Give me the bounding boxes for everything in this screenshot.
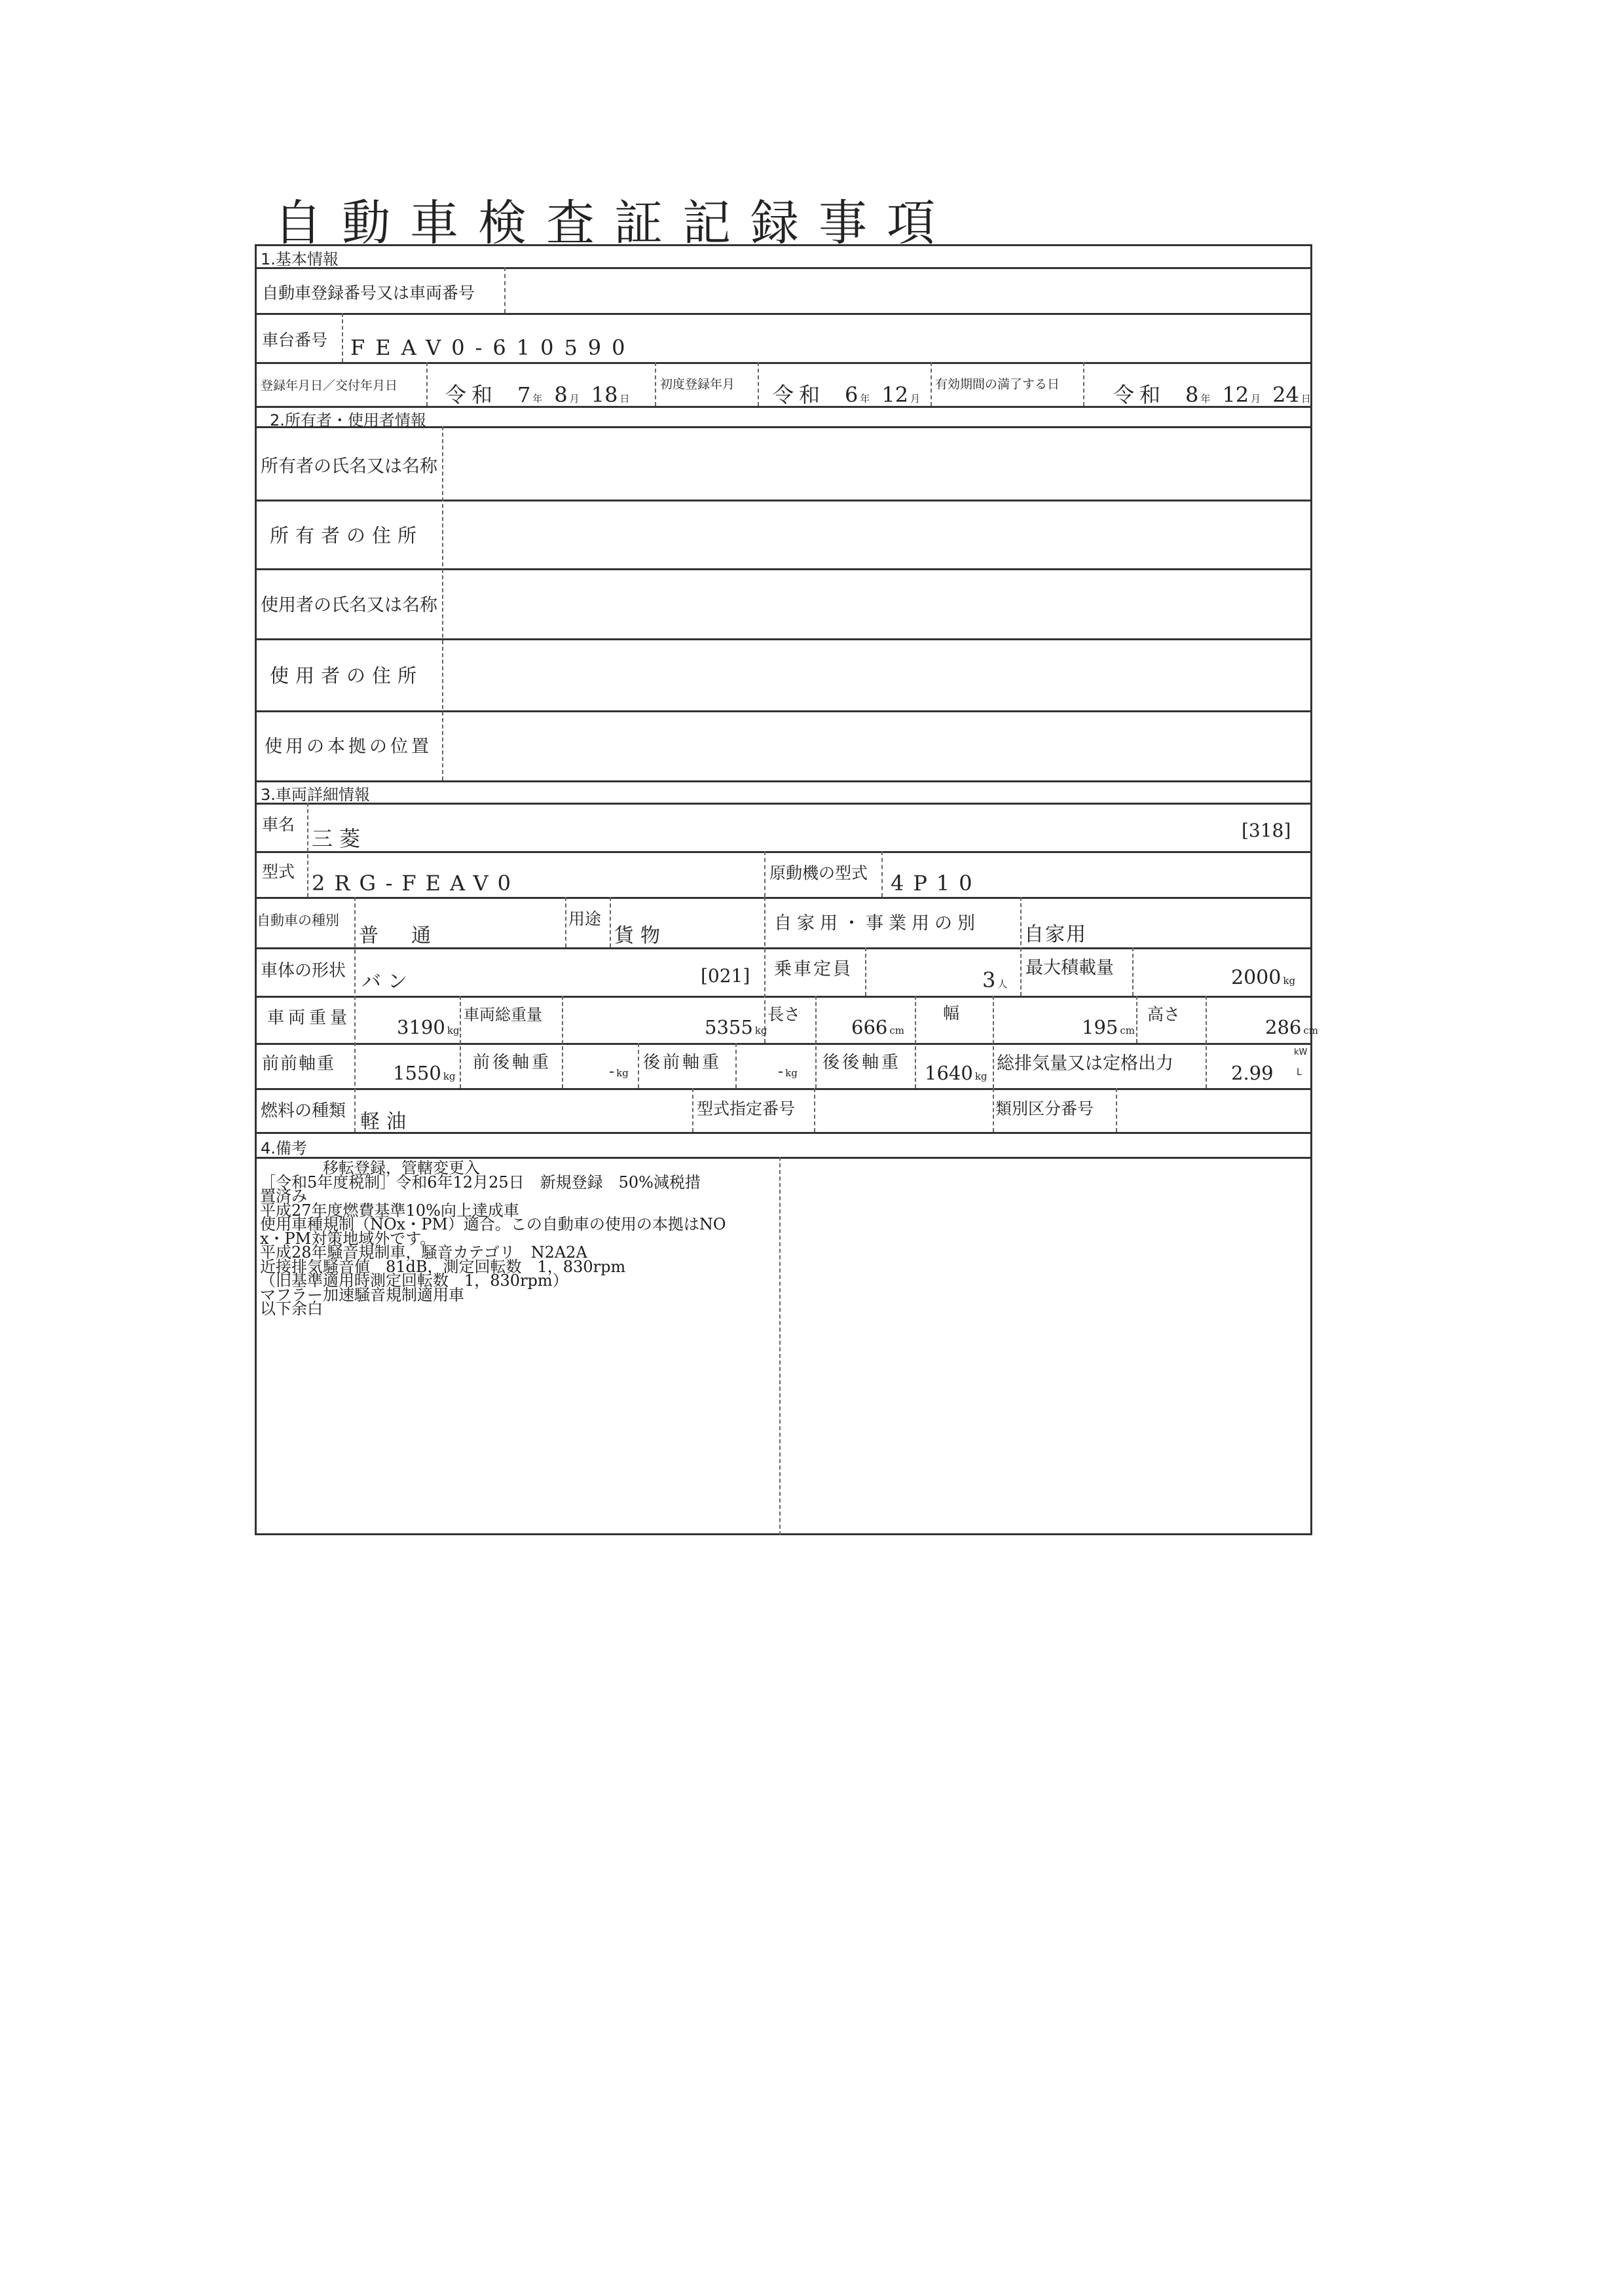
section-header-remarks: 4.備考 (261, 1139, 307, 1157)
col-divider (638, 1043, 639, 1088)
col-divider (307, 803, 308, 897)
col-divider (865, 947, 866, 996)
section-header-basic-info: 1.基本情報 (261, 250, 339, 268)
col-divider (1206, 996, 1207, 1088)
chassis-number-value: FEAV0-610590 (350, 335, 636, 360)
fuel-type-label: 燃料の種類 (261, 1101, 346, 1121)
col-divider (758, 362, 759, 406)
body-shape-label: 車体の形状 (261, 961, 346, 981)
rear-front-axle-label: 後前軸重 (643, 1053, 722, 1072)
col-divider (779, 1157, 781, 1535)
col-divider (814, 1088, 815, 1132)
col-divider (1020, 897, 1022, 996)
row-divider (255, 362, 1312, 364)
col-divider (1136, 996, 1137, 1043)
expiry-date-label: 有効期間の満了する日 (935, 377, 1060, 392)
row-divider (255, 638, 1312, 640)
rear-rear-axle-label: 後後軸重 (822, 1053, 902, 1072)
col-divider (931, 362, 932, 406)
car-name-code: [318] (1242, 820, 1291, 841)
front-rear-axle-label: 前後軸重 (473, 1053, 552, 1072)
col-divider (815, 996, 817, 1088)
user-address-label: 使用者の住所 (270, 665, 424, 687)
col-divider (1116, 1088, 1117, 1132)
gross-weight-value: 5355 kg (705, 1016, 767, 1038)
remarks-line: 移転登録，管轄変更入 (260, 1159, 480, 1177)
owner-address-label: 所有者の住所 (270, 524, 424, 547)
width-value: 195 cm (1082, 1016, 1135, 1038)
row-divider (255, 803, 1312, 805)
category-number-label: 類別区分番号 (995, 1099, 1094, 1118)
col-divider (735, 1043, 737, 1088)
col-divider (426, 362, 428, 406)
remarks-line: 以下余白 (260, 1300, 323, 1318)
vehicle-weight-label: 車両重量 (267, 1008, 352, 1028)
owner-name-label: 所有者の氏名又は名称 (261, 456, 437, 477)
front-front-axle-label: 前前軸重 (262, 1054, 336, 1074)
col-divider (764, 851, 766, 897)
registration-date-value: 令和 7 年 8 月 18 日 (445, 382, 630, 407)
col-divider (692, 1088, 693, 1132)
col-divider (1132, 947, 1134, 996)
expiry-date-value: 令和 8 年 12 月 24 日 (1113, 382, 1311, 407)
col-divider (993, 996, 994, 1088)
purpose-value: 貨物 (614, 924, 667, 947)
remarks-line: 使用車種規制（NOx・PM）適合。この自動車の使用の本拠はNO (260, 1215, 726, 1233)
type-designation-label: 型式指定番号 (697, 1099, 796, 1118)
chassis-number-label: 車台番号 (262, 331, 328, 350)
front-front-axle-value: 1550 kg (393, 1062, 456, 1084)
car-name-value: 三菱 (312, 826, 367, 851)
displacement-unit-kw: kW (1294, 1048, 1308, 1057)
section-header-owner-user: 2.所有者・使用者情報 (270, 411, 426, 429)
width-label: 幅 (943, 1004, 960, 1023)
vehicle-weight-value: 3190 kg (397, 1016, 460, 1038)
row-divider (255, 897, 1312, 899)
length-label: 長さ (767, 1005, 801, 1024)
col-divider (993, 1088, 994, 1132)
row-divider (255, 1043, 1312, 1045)
rear-rear-axle-value: 1640 kg (925, 1062, 987, 1084)
col-divider (881, 851, 883, 897)
purpose-label: 用途 (568, 909, 602, 928)
gross-weight-label: 車両総重量 (464, 1006, 542, 1024)
registration-number-label: 自動車登録番号又は車両番号 (262, 283, 475, 302)
col-divider (1083, 362, 1084, 406)
row-divider (255, 780, 1312, 782)
row-divider (255, 500, 1312, 501)
max-load-value: 2000 kg (1231, 966, 1296, 989)
length-value: 666 cm (851, 1016, 904, 1038)
col-divider (342, 313, 343, 362)
remarks-line: （旧基準適用時測定回転数 1，830rpm） (260, 1271, 568, 1290)
user-name-label: 使用者の氏名又は名称 (261, 595, 437, 615)
row-divider (255, 1132, 1312, 1134)
col-divider (460, 996, 461, 1088)
section-header-vehicle-details: 3.車両詳細情報 (261, 786, 370, 804)
model-label: 型式 (262, 862, 295, 881)
remarks-line: マフラー加速騒音規制適用車 (260, 1285, 464, 1304)
row-divider (255, 996, 1312, 998)
col-divider (354, 897, 356, 1132)
max-load-label: 最大積載量 (1025, 958, 1114, 978)
document-title: 自動車検査証記録事項 (274, 195, 955, 251)
remarks-line: 置済み (260, 1187, 307, 1205)
base-location-label: 使用の本拠の位置 (265, 737, 432, 757)
registration-date-label: 登録年月日／交付年月日 (261, 378, 398, 393)
vehicle-type-value: 普 通 (359, 924, 437, 947)
first-registration-value: 令和 6 年 12 月 (773, 382, 921, 407)
rear-front-axle-value: - kg (778, 1062, 798, 1080)
private-business-label: 自家用・事業用の別 (774, 913, 980, 934)
capacity-label: 乗車定員 (774, 959, 853, 979)
remarks-line: 平成28年騒音規制車，騒音カテゴリ N2A2A (260, 1243, 587, 1262)
remarks-line: 近接排気騒音値 81dB，測定回転数 1，830rpm (260, 1257, 626, 1276)
row-divider (255, 1088, 1312, 1090)
col-divider (442, 426, 443, 780)
row-divider (255, 568, 1312, 570)
remarks-text (260, 1161, 726, 1317)
col-divider (504, 267, 506, 313)
displacement-label: 総排気量又は定格出力 (997, 1053, 1173, 1074)
row-divider (255, 267, 1312, 269)
col-divider (915, 996, 916, 1088)
col-divider (562, 996, 563, 1088)
engine-model-value: 4P10 (891, 871, 982, 896)
vehicle-type-label: 自動車の種別 (257, 913, 339, 928)
capacity-value: 3 人 (982, 968, 1008, 993)
body-shape-code: [021] (701, 965, 750, 987)
car-name-label: 車名 (262, 815, 295, 834)
remarks-line: 平成27年度燃費基準10%向上達成車 (260, 1201, 519, 1220)
body-shape-value: バン (361, 970, 414, 993)
engine-model-label: 原動機の型式 (769, 864, 868, 883)
height-label: 高さ (1147, 1005, 1181, 1024)
displacement-unit-l: L (1297, 1067, 1302, 1078)
fuel-type-value: 軽油 (360, 1110, 413, 1133)
front-rear-axle-value: - kg (609, 1062, 629, 1080)
height-value: 286 cm (1265, 1016, 1318, 1038)
row-divider (255, 710, 1312, 712)
first-registration-label: 初度登録年月 (660, 377, 735, 392)
col-divider (655, 362, 656, 406)
row-divider (255, 313, 1312, 315)
private-business-value: 自家用 (1024, 923, 1087, 946)
displacement-value: 2.99 (1231, 1062, 1274, 1084)
remarks-line: ［令和5年度税制］令和6年12月25日 新規登録 50%減税措 (260, 1173, 701, 1192)
model-value: 2RG-FEAV0 (312, 871, 520, 896)
remarks-line: x・PM対策地域外です。 (260, 1229, 436, 1248)
row-divider (255, 851, 1312, 853)
col-divider (610, 897, 611, 947)
col-divider (565, 897, 566, 947)
